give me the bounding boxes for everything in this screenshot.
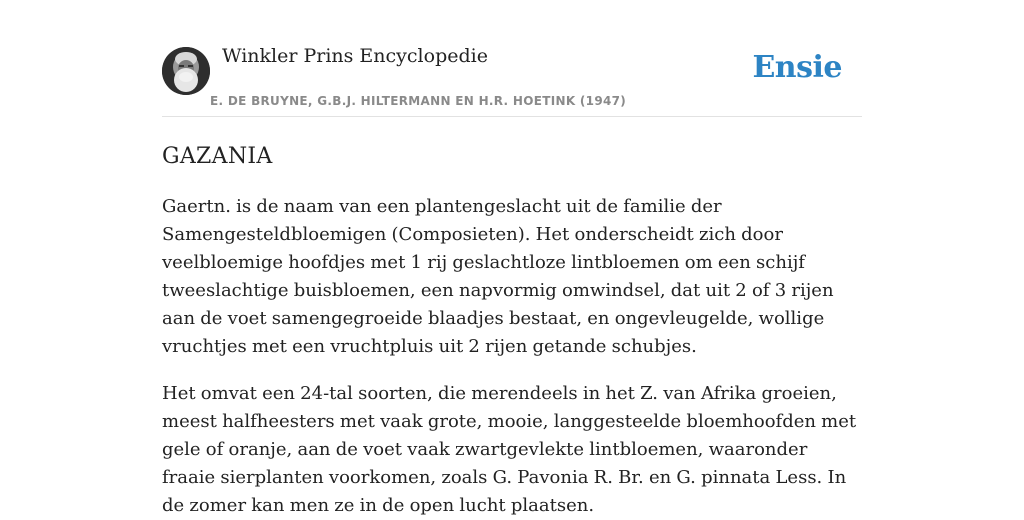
author-portrait-icon[interactable] (162, 47, 210, 95)
ensie-logo[interactable]: Ensie (752, 50, 842, 85)
page (162, 0, 862, 520)
article-paragraph-1: Gaertn. is de naam van een plantengeslacht uit de familie der Samengesteldbloemigen (Composieten). Het onderscheidt zich door veelbloemige hoofdjes met 1 rij geslachtloze lintbloemen om een schijf tweeslachtige buisbloemen, een napvormig omwindsel, dat uit 2 of 3 rijen aan de voet samengegroeide blaadjes bestaat, en ongevleugelde, wollige vruchtjes met een vruchtpluis uit 2 rijen getande schubjes. (162, 196, 834, 357)
article-paragraph-2: Het omvat een 24-tal soorten, die merendeels in het Z. van Afrika groeien, meest halfheesters met vaak grote, mooie, langgesteelde bloemhoofden met gele of oranje, aan de voet vaak zwartgevlekte lintbloemen, waaronder fraaie sierplanten voorkomen, zoals G. Pavonia R. Br. en G. pinnata Less. In de zomer kan men ze in de open lucht plaatsen. (162, 383, 857, 516)
header (162, 0, 862, 117)
article-body (162, 193, 862, 520)
authors-line: E. DE BRUYNE, G.B.J. HILTERMANN EN H.R. HOETINK (1947) (210, 94, 627, 108)
publication-title[interactable]: Winkler Prins Encyclopedie (222, 45, 488, 67)
article-headword: GAZANIA (162, 144, 273, 169)
